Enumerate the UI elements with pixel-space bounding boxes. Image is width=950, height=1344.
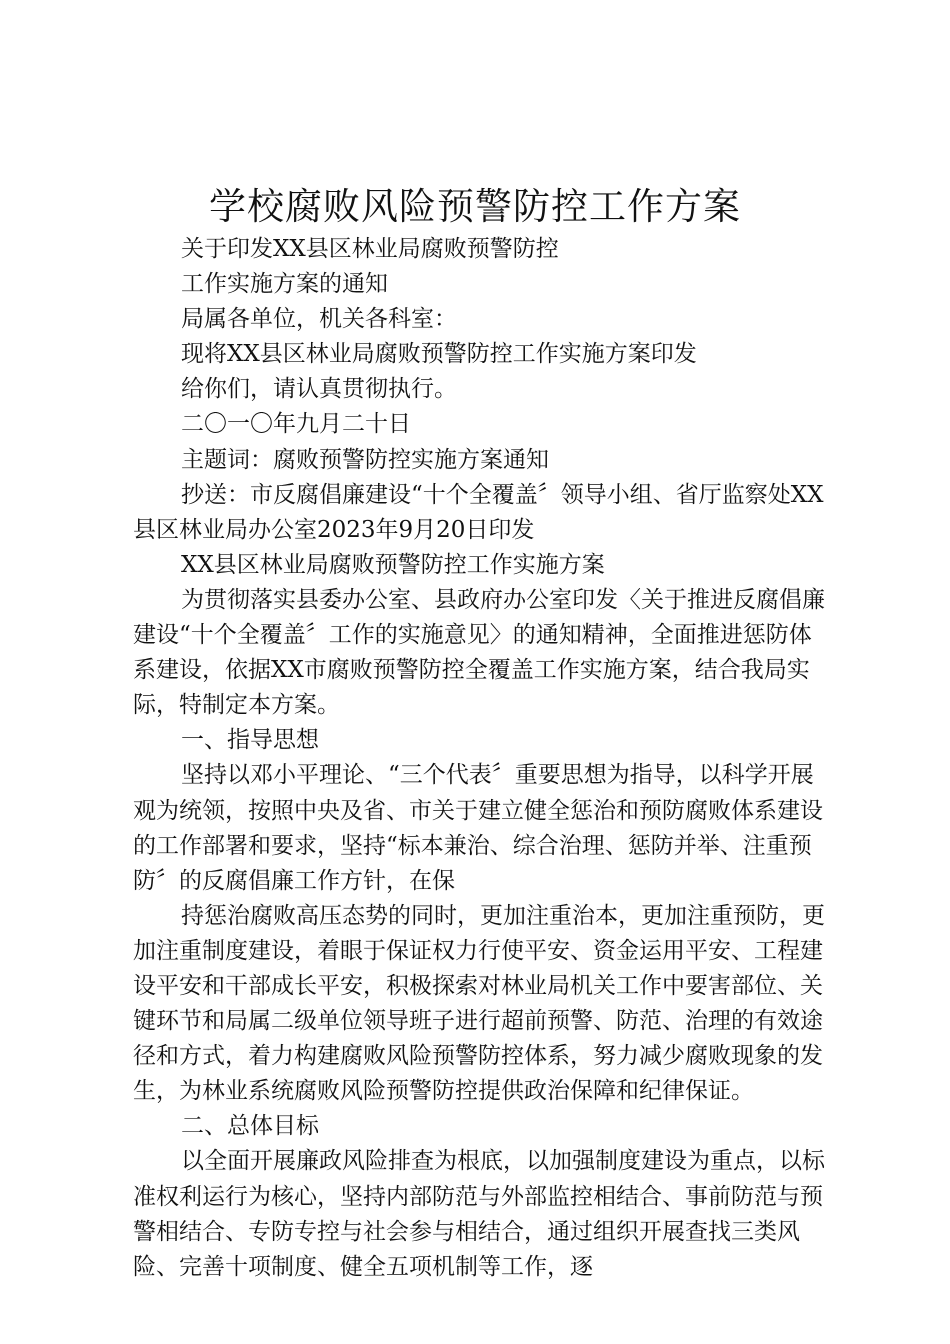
section1-heading: 一、指导思想 xyxy=(181,727,319,754)
intro-paragraph: 为贯彻落实县委办公室、县政府办公室印发〈关于推进反腐倡廉建设“十个全覆盖〞工作的实施意见〉的通知精神，全面推进惩防体系建设，依据XX市腐败预警防控全覆盖工作实施方案，结合我局实际，特制定本方案。 xyxy=(133,586,825,719)
document-body xyxy=(133,232,833,1285)
document-title: 学校腐败风险预警防控工作方案 xyxy=(209,185,741,228)
addressee: 局属各单位，机关各科室： xyxy=(181,306,457,333)
section1-paragraph2: 持惩治腐败高压态势的同时，更加注重治本，更加注重预防，更加注重制度建设，着眼于保证权力行使平安、资金运用平安、工程建设平安和干部成长平安，积极探索对林业局机关工作中要害部位、关键环节和局属二级单位领导班子进行超前预警、防范、治理的有效途径和方式，着力构建腐败风险预警防控体系，努力减少腐败现象的发生，为林业系统腐败风险预警防控提供政治保障和纪律保证。 xyxy=(133,902,825,1105)
notice-date: 二〇一〇年九月二十日 xyxy=(181,411,411,438)
plan-title: XX县区林业局腐败预警防控工作实施方案 xyxy=(181,551,605,578)
subject-words: 主题词：腐败预警防控实施方案通知 xyxy=(181,446,549,473)
section2-paragraph1: 以全面开展廉政风险排查为根底，以加强制度建设为重点，以标准权利运行为核心，坚持内部防范与外部监控相结合、事前防范与预警相结合、专防专控与社会参与相结合，通过组织开展查找三类风险、完善十项制度、健全五项机制等工作，逐 xyxy=(133,1148,825,1280)
section2-heading: 二、总体目标 xyxy=(181,1113,319,1140)
notice-body-line2: 给你们，请认真贯彻执行。 xyxy=(181,376,457,403)
cc-line: 抄送：市反腐倡廉建设“十个全覆盖〞领导小组、省厅监察处XX县区林业局办公室2023年9月20日印发 xyxy=(133,481,824,543)
notice-title-line1: 关于印发XX县区林业局腐败预警防控 xyxy=(181,236,559,262)
section1-paragraph1: 坚持以邓小平理论、“三个代表〞重要思想为指导，以科学开展观为统领，按照中央及省、市关于建立健全惩治和预防腐败体系建设的工作部署和要求，坚持“标本兼治、综合治理、惩防并举、注重预防〞的反腐倡廉工作方针，在保 xyxy=(133,762,823,894)
notice-title-line2: 工作实施方案的通知 xyxy=(181,271,388,298)
notice-body-line1: 现将XX县区林业局腐败预警防控工作实施方案印发 xyxy=(181,341,697,368)
